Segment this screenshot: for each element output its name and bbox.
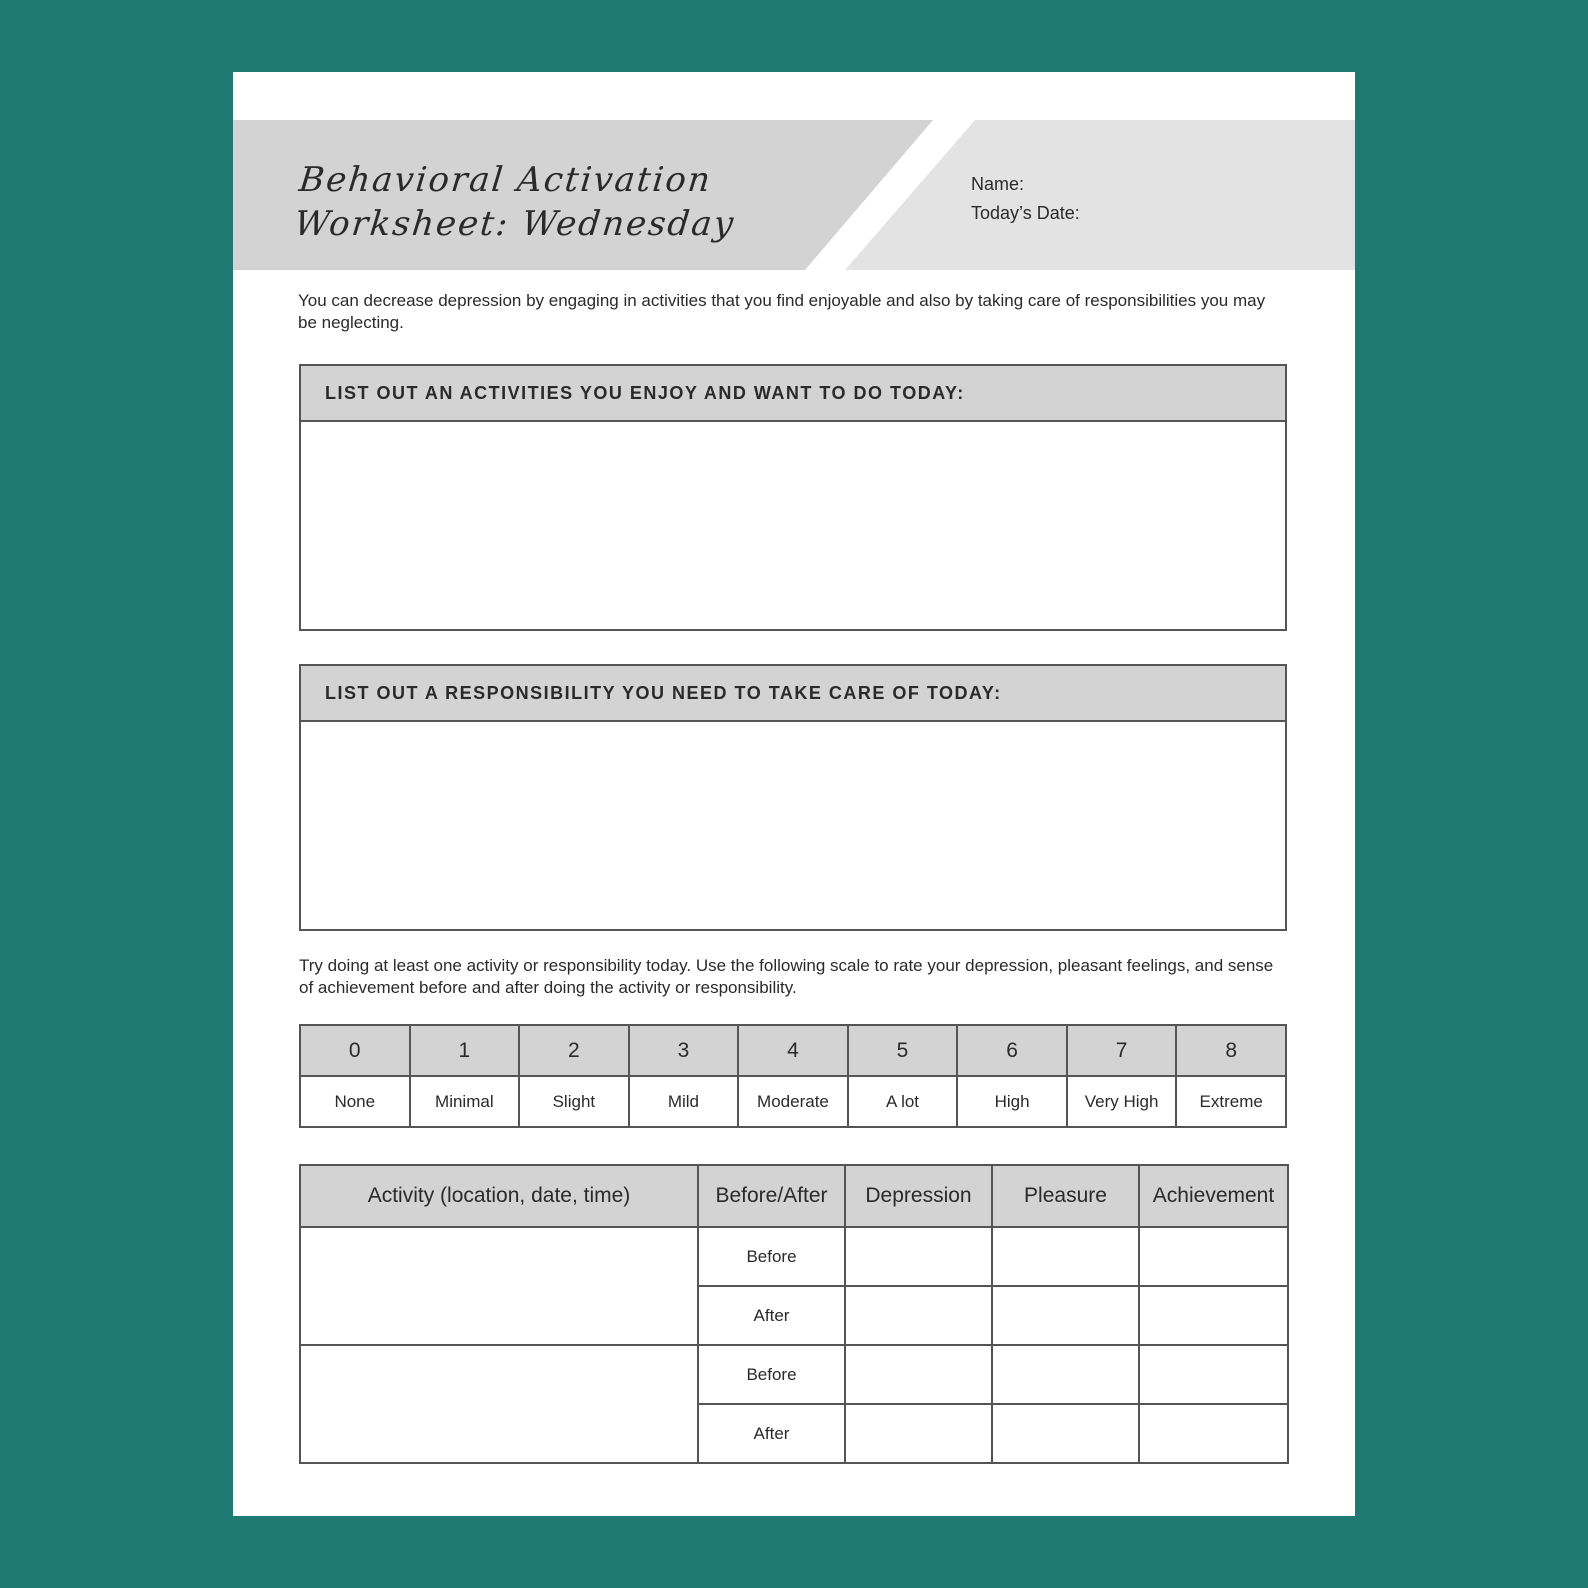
enjoy-activities-heading: LIST OUT AN ACTIVITIES YOU ENJOY AND WANT TO DO TODAY:	[301, 366, 1285, 422]
responsibility-box	[299, 664, 1287, 931]
depression-rating-cell[interactable]	[845, 1227, 992, 1286]
scale-label: Minimal	[410, 1076, 520, 1127]
scale-label: None	[300, 1076, 410, 1127]
scale-number: 5	[848, 1025, 958, 1076]
scale-label: Slight	[519, 1076, 629, 1127]
responsibility-heading: LIST OUT A RESPONSIBILITY YOU NEED TO TAKE CARE OF TODAY:	[301, 666, 1285, 722]
log-header-row	[300, 1165, 1288, 1227]
pleasure-column-header: Pleasure	[992, 1165, 1139, 1227]
title-line-1: Behavioral Activation	[297, 160, 714, 200]
before-after-label: Before	[698, 1345, 845, 1404]
activity-log-table	[299, 1164, 1289, 1464]
enjoy-activities-box	[299, 364, 1287, 631]
scale-label: Mild	[629, 1076, 739, 1127]
scale-number: 8	[1176, 1025, 1286, 1076]
before-after-label: After	[698, 1286, 845, 1345]
achievement-rating-cell[interactable]	[1139, 1404, 1288, 1463]
scale-label-row	[300, 1076, 1286, 1127]
pleasure-rating-cell[interactable]	[992, 1404, 1139, 1463]
before-after-label: After	[698, 1404, 845, 1463]
achievement-rating-cell[interactable]	[1139, 1227, 1288, 1286]
responsibility-writing-area[interactable]	[301, 722, 1285, 927]
worksheet-page	[233, 72, 1355, 1516]
scale-number: 6	[957, 1025, 1067, 1076]
table-row	[300, 1227, 1288, 1286]
scale-number-row	[300, 1025, 1286, 1076]
activity-cell[interactable]	[300, 1227, 698, 1345]
activity-cell[interactable]	[300, 1345, 698, 1463]
depression-rating-cell[interactable]	[845, 1286, 992, 1345]
scale-label: High	[957, 1076, 1067, 1127]
pleasure-rating-cell[interactable]	[992, 1345, 1139, 1404]
scale-label: Moderate	[738, 1076, 848, 1127]
rating-scale-table	[299, 1024, 1287, 1128]
pleasure-rating-cell[interactable]	[992, 1286, 1139, 1345]
date-field-label[interactable]: Today’s Date:	[971, 203, 1080, 223]
depression-column-header: Depression	[845, 1165, 992, 1227]
scale-label: Very High	[1067, 1076, 1177, 1127]
title-line-2: Worksheet: Wednesday	[292, 204, 738, 244]
scale-number: 7	[1067, 1025, 1177, 1076]
depression-rating-cell[interactable]	[845, 1404, 992, 1463]
intro-text: You can decrease depression by engaging in activities that you find enjoyable and also by taking care of responsibilities you may be neglecting.	[298, 291, 1266, 332]
scale-number: 4	[738, 1025, 848, 1076]
scale-label: Extreme	[1176, 1076, 1286, 1127]
scale-number: 1	[410, 1025, 520, 1076]
achievement-rating-cell[interactable]	[1139, 1286, 1288, 1345]
achievement-column-header: Achievement	[1139, 1165, 1288, 1227]
depression-rating-cell[interactable]	[845, 1345, 992, 1404]
header-info-band	[845, 120, 1355, 270]
scale-number: 3	[629, 1025, 739, 1076]
scale-number: 0	[300, 1025, 410, 1076]
enjoy-activities-writing-area[interactable]	[301, 422, 1285, 627]
scale-instructions: Try doing at least one activity or responsibility today. Use the following scale to rate your depression, pleasant feelings, and sense of achievement before and after doing the activity or responsibility.	[299, 956, 1274, 997]
achievement-rating-cell[interactable]	[1139, 1345, 1288, 1404]
before-after-column-header: Before/After	[698, 1165, 845, 1227]
worksheet-title	[292, 158, 741, 246]
header-fields	[971, 170, 1080, 228]
pleasure-rating-cell[interactable]	[992, 1227, 1139, 1286]
scale-label: A lot	[848, 1076, 958, 1127]
before-after-label: Before	[698, 1227, 845, 1286]
name-field-label[interactable]: Name:	[971, 174, 1025, 194]
table-row	[300, 1345, 1288, 1404]
scale-number: 2	[519, 1025, 629, 1076]
activity-column-header: Activity (location, date, time)	[300, 1165, 698, 1227]
